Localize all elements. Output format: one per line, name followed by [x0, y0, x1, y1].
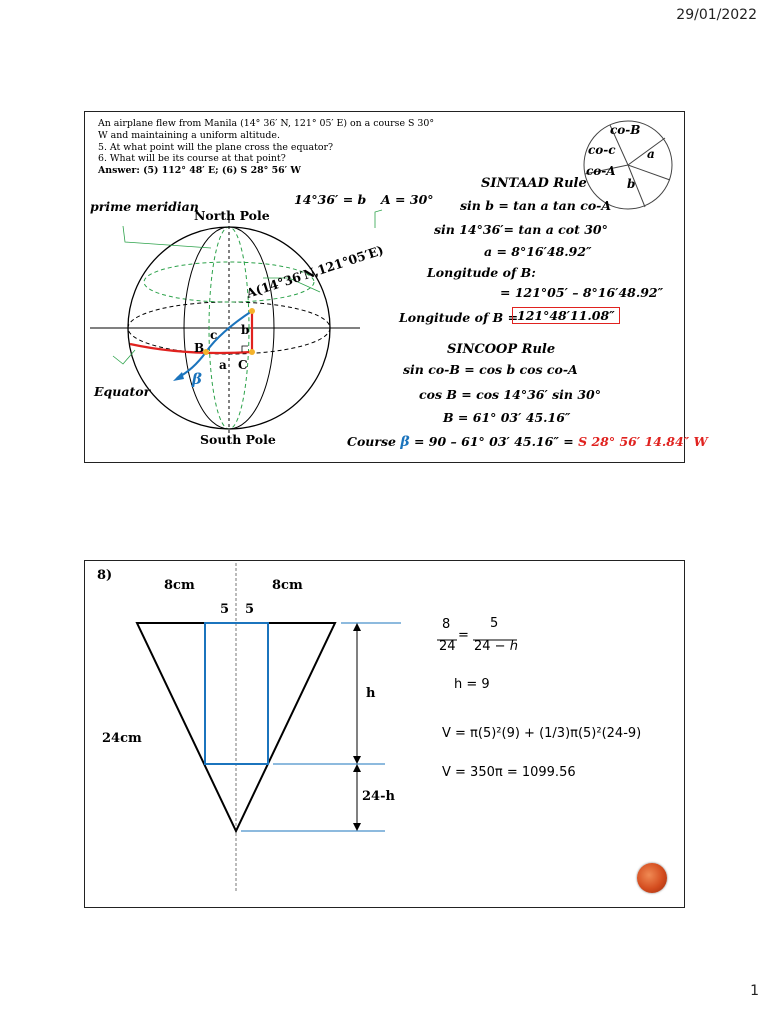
slide-spherical-trig	[84, 111, 708, 463]
sincoop-eq2: cos B = cos 14°36′ sin 30°	[419, 387, 601, 402]
sincoop-eq1: sin co-B = cos b cos co-A	[403, 362, 578, 377]
slide-badge-icon	[637, 863, 667, 893]
label-side-b: b	[241, 323, 250, 337]
course-line	[347, 434, 708, 450]
ratio-equals: =	[458, 628, 469, 643]
longitude-result: 121°48′11.08″	[512, 307, 620, 324]
ratio-den-left: 24	[439, 639, 456, 654]
longitude-result-label: Longitude of B =	[399, 310, 519, 325]
label-side-c: c	[210, 328, 218, 342]
ratio-num-left: 8	[442, 617, 451, 632]
problem-number: 8)	[97, 568, 113, 583]
label-h: h	[366, 686, 376, 701]
problem-answer: Answer: (5) 112° 48′ E; (6) S 28° 56′ W	[98, 165, 301, 177]
sintaad-eq1: sin b = tan a tan co-A	[460, 198, 612, 213]
label-total-height: 24cm	[102, 731, 142, 746]
point-a-dot	[249, 308, 255, 314]
label-half-left: 5	[220, 602, 230, 617]
napier-b: b	[627, 177, 636, 191]
south-pole-label: South Pole	[200, 432, 276, 447]
sincoop-title: SINCOOP Rule	[447, 342, 556, 357]
page-number: 1	[750, 983, 759, 999]
ratio-num-right: 5	[490, 616, 499, 631]
sintaad-title: SINTAAD Rule	[481, 176, 587, 191]
problem-line-4: 6. What will be its course at that point?	[98, 153, 286, 165]
label-point-b: B	[194, 341, 205, 355]
equator-label: Equator	[94, 384, 151, 399]
napier-a: a	[647, 147, 655, 161]
problem-line-2: W and maintaining a uniform altitude.	[98, 129, 280, 141]
prime-meridian-label: prime meridian	[90, 199, 199, 214]
longitude-label: Longitude of B:	[427, 265, 536, 280]
course-equation: = 90 – 61° 03′ 45.16″ =	[413, 434, 574, 449]
volume-result: V = 350π = 1099.56	[442, 765, 576, 780]
volume-equation: V = π(5)²(9) + (1/3)π(5)²(24-9)	[442, 726, 642, 741]
given-a-angle: A = 30°	[381, 192, 434, 207]
slide-cone-volume	[84, 560, 685, 908]
sintaad-eq3: a = 8°16′48.92″	[484, 244, 592, 259]
longitude-equation: = 121°05′ – 8°16′48.92″	[500, 285, 664, 300]
label-beta: β	[192, 370, 202, 388]
course-beta: β	[400, 434, 410, 450]
label-half-right: 5	[245, 602, 255, 617]
napier-co-c: co-c	[588, 143, 616, 157]
sintaad-eq2: sin 14°36′= tan a cot 30°	[434, 222, 608, 237]
header-date: 29/01/2022	[676, 7, 757, 23]
point-a-label: A(14°36′N,121°05′E)	[244, 242, 386, 301]
h-result: h = 9	[454, 677, 490, 692]
problem-line-1: An airplane flew from Manila (14° 36′ N, 121° 05′ E) on a course S 30°	[98, 118, 435, 129]
course-label: Course	[347, 434, 396, 449]
course-result: S 28° 56′ 14.84″ W	[578, 434, 708, 449]
label-point-c: C	[238, 358, 248, 372]
ratio-den-right: 24 − ℎ	[474, 639, 518, 654]
napier-co-b: co-B	[610, 123, 641, 137]
label-lower-height: 24-h	[362, 789, 395, 804]
north-pole-label: North Pole	[194, 208, 270, 223]
point-c-dot	[249, 349, 255, 355]
napier-co-a: co-A	[586, 164, 616, 178]
given-b: 14°36′ = b	[294, 192, 367, 207]
label-left-width: 8cm	[164, 578, 195, 593]
problem-line-3: 5. At what point will the plane cross the equator?	[98, 141, 334, 153]
sincoop-eq3: B = 61° 03′ 45.16″	[443, 410, 571, 425]
label-side-a: a	[219, 358, 227, 372]
label-right-width: 8cm	[272, 578, 303, 593]
side-a-equator	[130, 344, 252, 353]
